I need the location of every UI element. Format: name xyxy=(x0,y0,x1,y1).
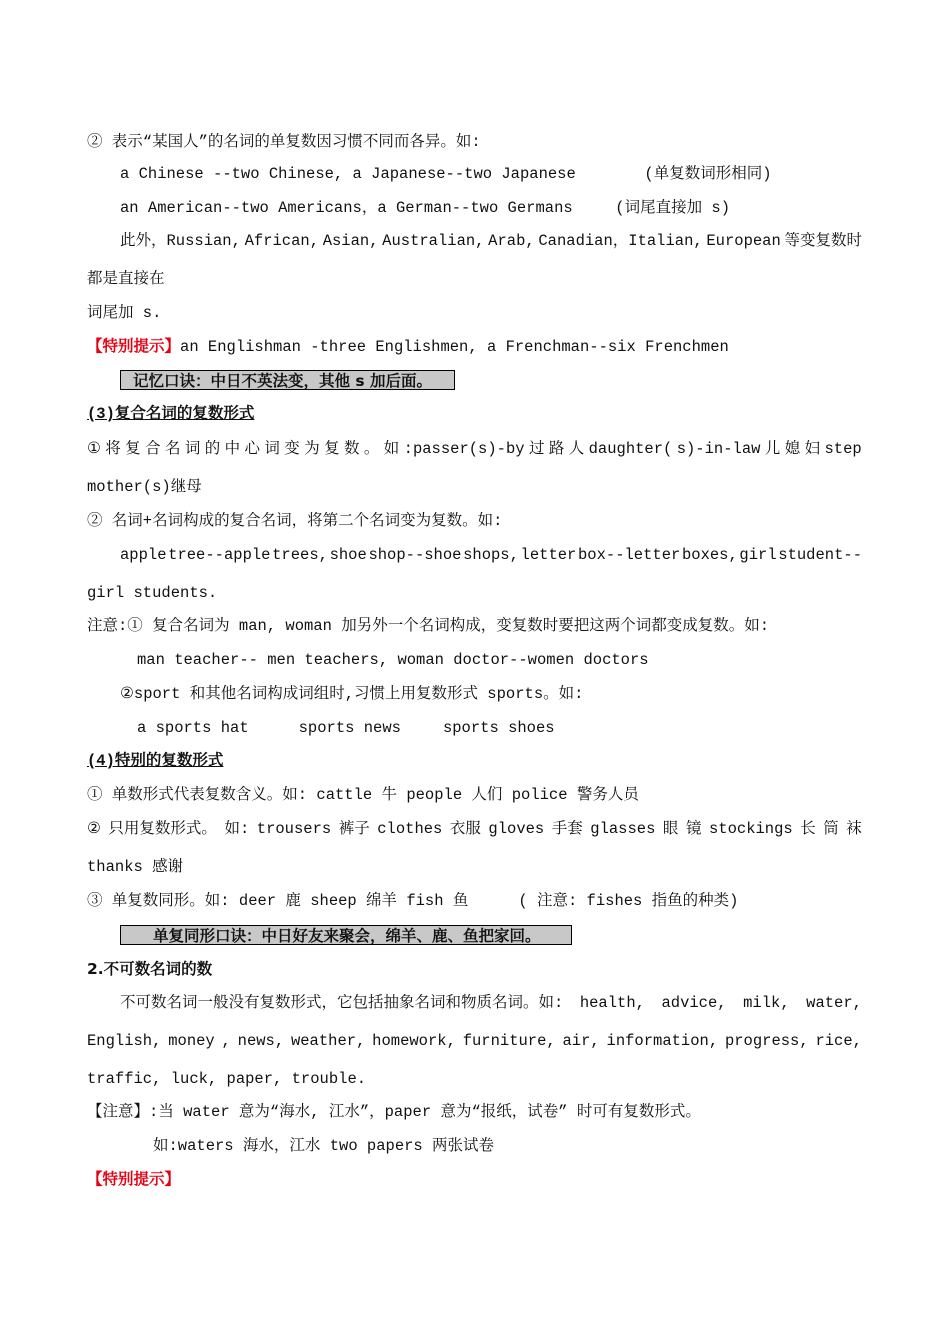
word: Australian, xyxy=(382,232,485,250)
word: information, xyxy=(606,1032,719,1050)
word: tree--apple xyxy=(168,546,271,564)
word: s)-in-law xyxy=(676,440,761,458)
tip-label: 【特别提示】 xyxy=(87,338,181,356)
word: 眼 xyxy=(662,820,679,838)
word: step xyxy=(824,440,862,458)
note-label: 【注意】 xyxy=(87,1103,150,1121)
word: 复 xyxy=(324,440,340,458)
word: clothes xyxy=(377,820,443,838)
word: ① xyxy=(87,440,101,458)
word: health, xyxy=(579,994,645,1012)
word: stockings xyxy=(708,820,793,838)
word: ② xyxy=(87,820,101,838)
word: advice, xyxy=(661,994,727,1012)
word: 此外，Russian, xyxy=(120,232,241,250)
nationality-others-cont-2: 词尾加 s. xyxy=(87,304,162,322)
word: news, xyxy=(237,1032,285,1050)
word: student-- xyxy=(778,546,862,564)
word: 过 xyxy=(528,440,545,458)
word: 的 xyxy=(204,440,221,458)
word: shop--shoe xyxy=(368,546,462,564)
nationality-others-cont-1: 都是直接在 xyxy=(87,270,165,288)
memory-rhyme-box: 记忆口诀：中日不英法变，其他 s 加后面。 xyxy=(120,370,455,390)
note-compound-example: man teacher-- men teachers, woman doctor--women doctors xyxy=(137,651,649,669)
word: , xyxy=(221,1032,231,1050)
word: 长 xyxy=(800,820,816,838)
word: gloves xyxy=(488,820,545,838)
tip-text: an Englishman -three Englishmen, a Frenchman--six Frenchmen xyxy=(180,338,729,356)
heading-compound-nouns: (3)复合名词的复数形式 xyxy=(87,405,255,423)
word: 不可数名词一般没有复数形式，它包括抽象名词和物质名词。如: xyxy=(120,994,564,1012)
word: 人 xyxy=(568,440,585,458)
word: 中 xyxy=(224,440,241,458)
nationality-example-2 xyxy=(120,198,730,218)
word: 儿 xyxy=(764,440,781,458)
nationality-others-line xyxy=(120,231,862,251)
special-plural-2-cont: thanks 感谢 xyxy=(87,858,184,876)
word: 妇 xyxy=(804,440,821,458)
nationality-example-1 xyxy=(120,164,772,184)
note-compound-man-woman: 注意:① 复合名词为 man, woman 加另外一个名词构成，变复数时要把这两个词都变成复数。如: xyxy=(87,617,770,635)
word: 筒 xyxy=(823,820,839,838)
uncountable-line-1 xyxy=(120,993,862,1013)
word: milk, xyxy=(743,994,790,1012)
note-text: :当 water 意为“海水, 江水”，paper 意为“报纸，试卷” 时可有复数形式。 xyxy=(149,1103,701,1121)
note-sport: ②sport 和其他名词构成词组时,习惯上用复数形式 sports。如: xyxy=(120,685,584,703)
word: weather, xyxy=(290,1032,366,1050)
special-tip-2-label: 【特别提示】 xyxy=(87,1171,181,1189)
note-sport-examples xyxy=(137,718,555,738)
example-text: an American--two Americans，a German--two Germans xyxy=(120,199,573,217)
compound-rule-2: ② 名词+名词构成的复合名词，将第二个名词变为复数。如: xyxy=(87,512,503,530)
word: 数 xyxy=(343,440,360,458)
word: money xyxy=(168,1032,215,1050)
word: 如 xyxy=(383,440,400,458)
word: 复 xyxy=(125,440,141,458)
word: 衣服 xyxy=(449,820,481,838)
word: letter xyxy=(520,546,577,564)
word: 只用复数形式。 xyxy=(108,820,217,838)
example-text: a Chinese --two Chinese, a Japanese--two Japanese xyxy=(120,165,576,183)
word: 心 xyxy=(244,440,261,458)
word: box--letter xyxy=(578,546,681,564)
word: :passer(s)-by xyxy=(403,440,525,458)
word: trousers xyxy=(256,820,332,838)
word: glasses xyxy=(590,820,656,838)
rule-note: ( 注意: fishes 指鱼的种类) xyxy=(518,892,739,910)
example-note: (词尾直接加 s) xyxy=(615,199,731,217)
word: 手套 xyxy=(551,820,583,838)
word: water, xyxy=(806,994,862,1012)
special-plural-3 xyxy=(87,891,738,911)
word: 等变复数时 xyxy=(784,232,862,250)
note-water-paper-example: 如:waters 海水，江水 two papers 两张试卷 xyxy=(153,1137,495,1155)
word: girl xyxy=(739,546,777,564)
word: homework, xyxy=(372,1032,456,1050)
word: rice, xyxy=(815,1032,862,1050)
word: apple xyxy=(120,546,167,564)
word: shops, xyxy=(463,546,519,564)
word: furniture, xyxy=(462,1032,556,1050)
word: 合 xyxy=(145,440,161,458)
heading-special-plurals: (4)特别的复数形式 xyxy=(87,752,224,770)
nationality-intro: ② 表示“某国人”的名词的单复数因习惯不同而各异。如: xyxy=(87,133,481,151)
example-note: (单复数词形相同) xyxy=(644,165,772,183)
word: 如: xyxy=(224,820,250,838)
word: 媳 xyxy=(784,440,801,458)
compound-rule-1-cont: mother(s)继母 xyxy=(87,478,202,496)
compound-rule-1 xyxy=(87,439,862,459)
word: African, xyxy=(244,232,320,250)
word: progress, xyxy=(724,1032,809,1050)
word: Canadian，Italian, xyxy=(538,232,703,250)
word: Arab, xyxy=(488,232,535,250)
special-tip-1 xyxy=(87,337,729,357)
rule-text: ③ 单复数同形。如: deer 鹿 sheep 绵羊 fish 鱼 xyxy=(87,892,469,910)
word: 路 xyxy=(548,440,565,458)
word: 变 xyxy=(284,440,300,458)
example: sports shoes xyxy=(442,719,555,737)
special-plural-1: ① 单数形式代表复数含义。如: cattle 牛 people 人们 police 警务人员 xyxy=(87,786,639,804)
word: English, xyxy=(87,1032,162,1050)
word: trees, xyxy=(272,546,328,564)
word: Asian, xyxy=(322,232,379,250)
word: air, xyxy=(562,1032,600,1050)
compound-rule-2-examples xyxy=(120,545,862,565)
word: 将 xyxy=(105,440,121,458)
word: 裤子 xyxy=(338,820,370,838)
word: 词 xyxy=(264,440,280,458)
uncountable-line-3: traffic, luck, paper, trouble. xyxy=(87,1070,367,1088)
compound-rule-2-examples-cont: girl students. xyxy=(87,584,218,602)
word: daughter( xyxy=(588,440,673,458)
word: shoe xyxy=(329,546,367,564)
word: 词 xyxy=(184,440,201,458)
heading-uncountable-nouns: 2.不可数名词的数 xyxy=(87,960,213,978)
example: sports news xyxy=(298,719,401,737)
word: European xyxy=(706,232,781,250)
word: 镜 xyxy=(685,820,702,838)
word: 袜 xyxy=(846,820,862,838)
word: 为 xyxy=(304,440,320,458)
uncountable-line-2 xyxy=(87,1031,862,1051)
note-water-paper xyxy=(87,1102,701,1122)
word: 名 xyxy=(164,440,181,458)
same-form-rhyme-box: 单复同形口诀：中日好友来聚会，绵羊、鹿、鱼把家回。 xyxy=(120,925,572,945)
word: boxes, xyxy=(681,546,738,564)
special-plural-2 xyxy=(87,819,862,839)
example: a sports hat xyxy=(137,719,249,737)
word: 。 xyxy=(363,440,380,458)
